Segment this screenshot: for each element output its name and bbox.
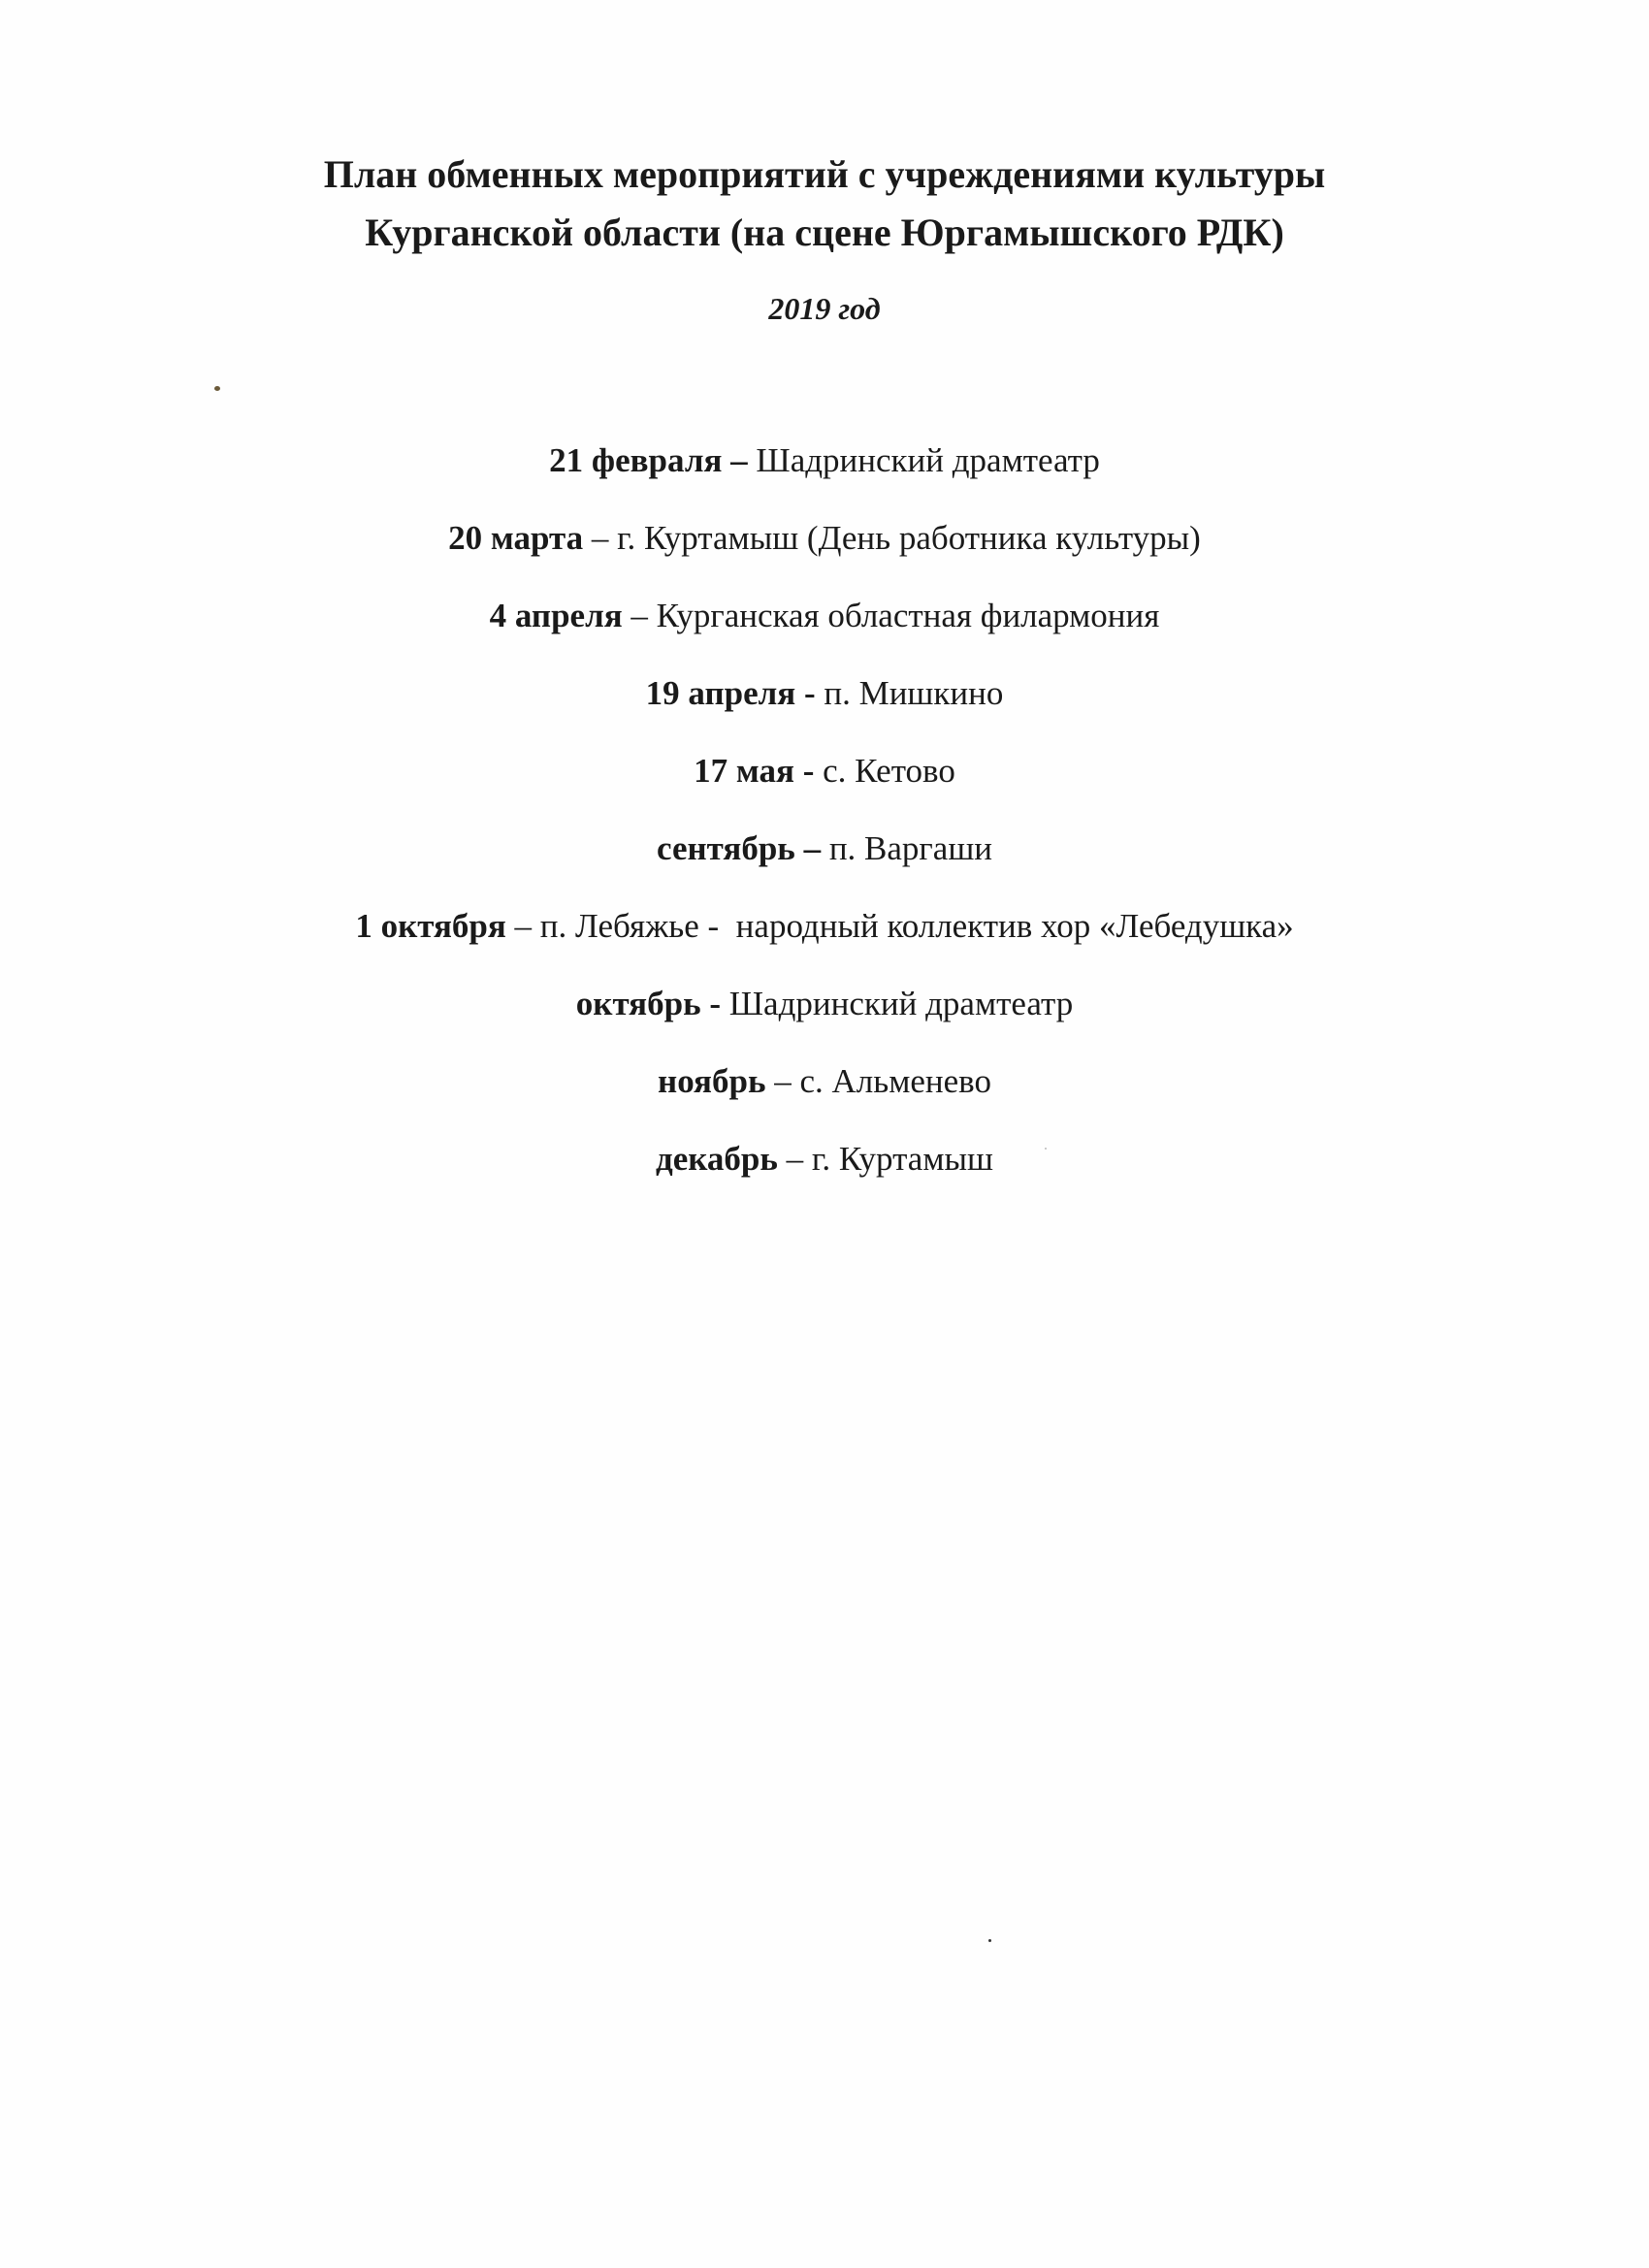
event-date: 19 апреля: [645, 674, 796, 712]
event-description: Шадринский драмтеатр: [728, 985, 1074, 1022]
event-item: [0, 597, 1649, 674]
event-date: октябрь: [575, 985, 701, 1022]
event-separator: –: [622, 597, 657, 634]
event-separator: -: [793, 752, 824, 790]
scan-speck: [214, 386, 220, 391]
event-date: 20 марта: [448, 519, 584, 557]
event-separator: –: [765, 1062, 800, 1100]
event-date: 4 апреля: [489, 597, 623, 634]
event-description: с. Кетово: [823, 752, 955, 790]
event-description: п. Лебяжье - народный коллектив хор «Лебедушка»: [539, 907, 1294, 945]
document-title: [0, 146, 1649, 262]
event-item: [0, 752, 1649, 829]
event-description: Курганская областная филармония: [656, 597, 1160, 634]
event-separator: -: [795, 674, 824, 712]
document-year: 2019 год: [768, 291, 881, 326]
scan-speck: [1045, 1148, 1047, 1150]
event-item: [0, 907, 1649, 985]
event-date: декабрь: [656, 1140, 778, 1178]
scan-speck: [988, 1939, 991, 1942]
event-item: [0, 1062, 1649, 1140]
event-description: с. Альменево: [799, 1062, 991, 1100]
event-item: [0, 674, 1649, 752]
event-description: Шадринский драмтеатр: [756, 441, 1100, 479]
event-separator: –: [777, 1140, 812, 1178]
event-separator: -: [700, 985, 729, 1022]
event-item: [0, 829, 1649, 907]
event-date: сентябрь: [657, 829, 795, 867]
title-line-1: План обменных мероприятий с учреждениями культуры: [323, 152, 1326, 196]
event-item: [0, 441, 1649, 519]
event-description: п. Варгаши: [828, 829, 992, 867]
event-separator: –: [722, 441, 757, 479]
event-date: 21 февраля: [549, 441, 723, 479]
event-date: 1 октября: [355, 907, 506, 945]
event-separator: –: [794, 829, 829, 867]
event-item: [0, 519, 1649, 597]
event-description: п. Мишкино: [824, 674, 1004, 712]
event-item: [0, 985, 1649, 1062]
event-description: г. Куртамыш (День работника культуры): [617, 519, 1201, 557]
event-description: г. Куртамыш: [811, 1140, 993, 1178]
event-item: [0, 1140, 1649, 1217]
event-separator: –: [583, 519, 618, 557]
events-list: [0, 441, 1649, 1217]
event-date: ноябрь: [658, 1062, 766, 1100]
event-separator: –: [505, 907, 540, 945]
title-line-2: Курганской области (на сцене Юргамышского РДК): [365, 211, 1284, 254]
event-date: 17 мая: [694, 752, 794, 790]
